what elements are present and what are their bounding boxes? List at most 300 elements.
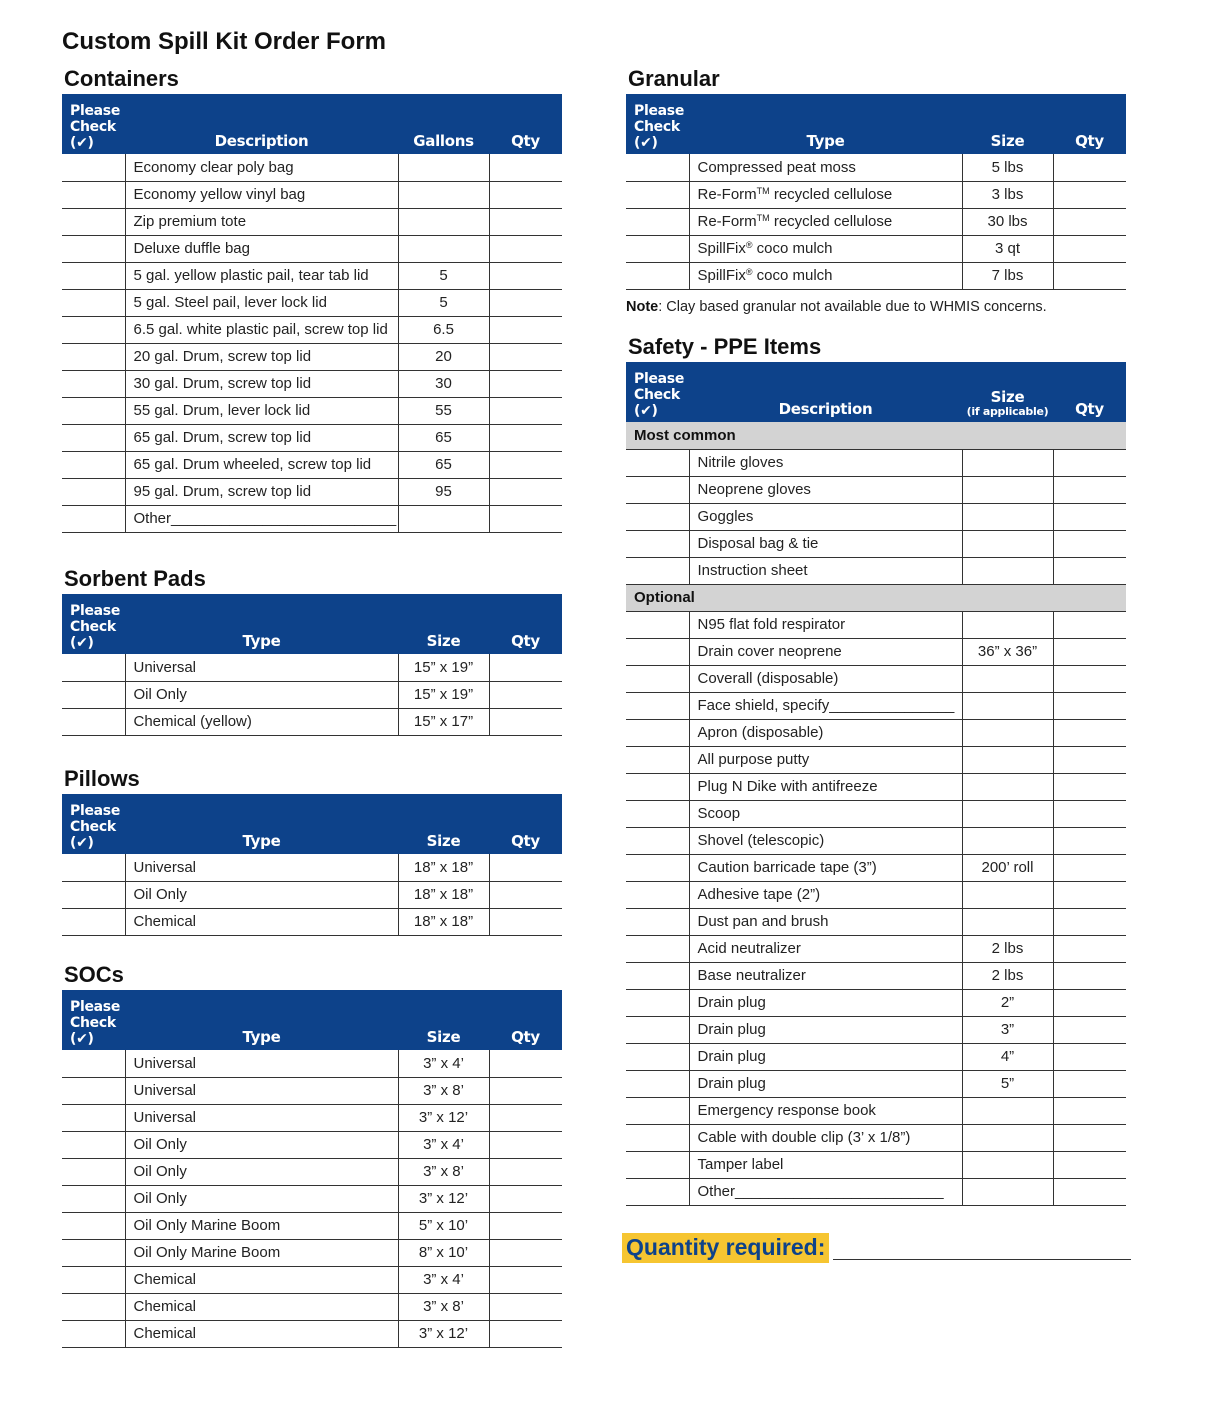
qty-cell[interactable]	[489, 235, 562, 262]
check-cell[interactable]	[626, 692, 689, 719]
check-cell[interactable]	[626, 1178, 689, 1205]
granular-note	[626, 299, 1047, 315]
qty-cell[interactable]	[489, 478, 562, 505]
item-description	[125, 289, 398, 316]
check-cell[interactable]	[62, 881, 125, 908]
qty-cell[interactable]	[1053, 746, 1126, 773]
item-size: 5” x 10’	[398, 1212, 489, 1239]
qty-cell[interactable]	[489, 181, 562, 208]
item-size	[398, 181, 489, 208]
qty-header: Qty	[489, 94, 562, 154]
item-description	[125, 1266, 398, 1293]
check-header-line: Please	[70, 803, 121, 819]
item-description-text: Tamper label	[697, 1156, 784, 1173]
containers-title: Containers	[64, 66, 179, 91]
check-cell[interactable]	[626, 1124, 689, 1151]
qty-cell[interactable]	[489, 262, 562, 289]
item-description-text: Oil Only	[133, 1190, 187, 1207]
item-description	[689, 611, 962, 638]
qty-cell[interactable]	[1053, 557, 1126, 584]
item-size	[962, 746, 1053, 773]
granular-title: Granular	[628, 66, 720, 91]
table-row	[626, 665, 1126, 692]
table-row	[62, 181, 562, 208]
qty-cell[interactable]	[489, 1158, 562, 1185]
item-description	[689, 638, 962, 665]
table-row	[626, 1178, 1126, 1205]
item-size	[962, 881, 1053, 908]
item-description	[125, 505, 398, 532]
item-size: 3” x 4’	[398, 1050, 489, 1077]
item-size	[962, 557, 1053, 584]
check-header-line: (✔)	[70, 135, 94, 151]
item-description-text: 5 gal. Steel pail, lever lock lid	[133, 294, 327, 311]
check-cell[interactable]	[62, 1104, 125, 1131]
item-description	[689, 692, 962, 719]
socs-table	[62, 990, 562, 1348]
qty-cell[interactable]	[489, 854, 562, 881]
check-cell[interactable]	[62, 1077, 125, 1104]
table-row	[62, 708, 562, 735]
item-description-text: Cable with double clip (3’ x 1/8”)	[697, 1129, 911, 1146]
type-header: Type	[125, 794, 398, 854]
item-description-text: Universal	[133, 1109, 197, 1126]
qty-cell[interactable]	[489, 908, 562, 935]
item-description	[125, 1293, 398, 1320]
check-cell[interactable]	[62, 262, 125, 289]
qty-cell[interactable]	[489, 1320, 562, 1347]
item-description	[125, 1239, 398, 1266]
item-description-text: 65 gal. Drum wheeled, screw top lid	[133, 456, 372, 473]
item-size: 30	[398, 370, 489, 397]
item-description	[689, 557, 962, 584]
check-cell[interactable]	[62, 908, 125, 935]
qty-cell[interactable]	[1053, 773, 1126, 800]
table-row	[62, 262, 562, 289]
item-size: 2”	[962, 989, 1053, 1016]
item-description-text: Oil Only	[133, 886, 187, 903]
ppe-title: Safety - PPE Items	[628, 334, 822, 359]
check-cell[interactable]	[626, 476, 689, 503]
table-row	[626, 154, 1126, 181]
check-cell[interactable]	[626, 800, 689, 827]
item-size: 5	[398, 262, 489, 289]
item-description	[125, 343, 398, 370]
table-row	[62, 235, 562, 262]
item-description-text: Base neutralizer	[697, 967, 806, 984]
item-description	[689, 1070, 962, 1097]
check-cell[interactable]	[62, 1293, 125, 1320]
item-description	[125, 1212, 398, 1239]
qty-cell[interactable]	[489, 881, 562, 908]
item-description-text: 30 gal. Drum, screw top lid	[133, 375, 312, 392]
qty-cell[interactable]	[1053, 530, 1126, 557]
description-header: Description	[689, 362, 962, 422]
item-size: 6.5	[398, 316, 489, 343]
table-row	[626, 1016, 1126, 1043]
check-cell[interactable]	[62, 1266, 125, 1293]
check-cell[interactable]	[62, 654, 125, 681]
size-header-label: Size	[990, 388, 1025, 406]
qty-cell[interactable]	[1053, 962, 1126, 989]
qty-cell[interactable]	[489, 208, 562, 235]
table-row	[626, 638, 1126, 665]
qty-cell[interactable]	[1053, 665, 1126, 692]
item-size: 3”	[962, 1016, 1053, 1043]
check-cell[interactable]	[62, 343, 125, 370]
check-cell[interactable]	[626, 1070, 689, 1097]
item-size: 3” x 8’	[398, 1158, 489, 1185]
item-description	[125, 208, 398, 235]
item-description	[689, 800, 962, 827]
table-row	[626, 530, 1126, 557]
check-cell[interactable]	[626, 638, 689, 665]
qty-cell[interactable]	[489, 343, 562, 370]
check-cell[interactable]	[62, 1185, 125, 1212]
check-header-line: Check	[634, 119, 680, 135]
check-cell[interactable]	[62, 478, 125, 505]
qty-cell[interactable]	[1053, 989, 1126, 1016]
item-size: 20	[398, 343, 489, 370]
item-description-text: Emergency response book	[697, 1102, 876, 1119]
trademark-mark: ®	[745, 240, 753, 250]
table-row	[626, 1043, 1126, 1070]
item-description	[125, 708, 398, 735]
item-description-text: Universal	[133, 858, 197, 876]
item-description-text: 20 gal. Drum, screw top lid	[133, 348, 312, 365]
table-row	[626, 773, 1126, 800]
item-description-text: Zip premium tote	[133, 213, 247, 230]
qty-cell[interactable]	[1053, 154, 1126, 181]
check-cell[interactable]	[626, 908, 689, 935]
item-description-text: Other___________________________	[133, 510, 397, 527]
quantity-required-label: Quantity required:	[622, 1233, 829, 1263]
item-description	[125, 397, 398, 424]
item-size	[962, 611, 1053, 638]
check-cell[interactable]	[62, 154, 125, 181]
check-header-line: Please	[70, 103, 121, 119]
size-header: Size	[398, 594, 489, 654]
item-size: 95	[398, 478, 489, 505]
check-cell[interactable]	[626, 665, 689, 692]
check-cell[interactable]	[62, 208, 125, 235]
check-cell[interactable]	[626, 854, 689, 881]
qty-cell[interactable]	[489, 424, 562, 451]
item-size	[962, 503, 1053, 530]
qty-cell[interactable]	[1053, 692, 1126, 719]
check-header	[626, 94, 689, 154]
qty-cell[interactable]	[489, 654, 562, 681]
table-row	[62, 424, 562, 451]
qty-cell[interactable]	[489, 1239, 562, 1266]
check-cell[interactable]	[626, 449, 689, 476]
item-description	[689, 154, 962, 181]
qty-cell[interactable]	[489, 289, 562, 316]
item-description-text: Oil Only	[133, 1136, 187, 1153]
item-size: 3” x 8’	[398, 1077, 489, 1104]
item-description-text: Adhesive tape (2”)	[697, 886, 821, 903]
table-row	[626, 208, 1126, 235]
item-description	[689, 449, 962, 476]
qty-cell[interactable]	[1053, 1016, 1126, 1043]
qty-cell[interactable]	[489, 1185, 562, 1212]
qty-cell[interactable]	[1053, 638, 1126, 665]
table-row	[626, 746, 1126, 773]
table-row	[62, 1050, 562, 1077]
check-cell[interactable]	[626, 530, 689, 557]
qty-cell[interactable]	[1053, 181, 1126, 208]
check-header	[62, 94, 125, 154]
check-cell[interactable]	[62, 370, 125, 397]
check-cell[interactable]	[62, 235, 125, 262]
item-size	[962, 1151, 1053, 1178]
check-cell[interactable]	[62, 854, 125, 881]
item-description	[125, 235, 398, 262]
check-cell[interactable]	[626, 989, 689, 1016]
check-cell[interactable]	[62, 316, 125, 343]
item-description-text: Universal	[133, 1082, 197, 1099]
check-cell[interactable]	[626, 935, 689, 962]
table-row	[626, 1070, 1126, 1097]
item-description-text: Dust pan and brush	[697, 913, 829, 930]
item-description-text: Re-Form	[697, 213, 757, 230]
check-cell[interactable]	[626, 208, 689, 235]
table-row	[62, 881, 562, 908]
gallons-header: Gallons	[398, 94, 489, 154]
check-cell[interactable]	[626, 827, 689, 854]
qty-cell[interactable]	[1053, 1097, 1126, 1124]
qty-cell[interactable]	[1053, 935, 1126, 962]
item-description	[125, 1077, 398, 1104]
item-size	[398, 154, 489, 181]
item-description	[689, 1043, 962, 1070]
table-row	[626, 827, 1126, 854]
socs-section	[62, 960, 562, 1348]
qty-cell[interactable]	[489, 1131, 562, 1158]
item-size: 7 lbs	[962, 262, 1053, 289]
item-description	[125, 1050, 398, 1077]
check-cell[interactable]	[62, 424, 125, 451]
item-size: 15” x 17”	[398, 708, 489, 735]
check-cell[interactable]	[62, 708, 125, 735]
item-size: 30 lbs	[962, 208, 1053, 235]
qty-cell[interactable]	[1053, 827, 1126, 854]
qty-cell[interactable]	[1053, 1178, 1126, 1205]
check-cell[interactable]	[62, 181, 125, 208]
item-description	[125, 370, 398, 397]
check-cell[interactable]	[62, 1239, 125, 1266]
qty-cell[interactable]	[1053, 262, 1126, 289]
check-cell[interactable]	[62, 451, 125, 478]
item-description-text: Economy yellow vinyl bag	[133, 186, 306, 203]
check-cell[interactable]	[626, 746, 689, 773]
check-cell[interactable]	[626, 1151, 689, 1178]
check-cell[interactable]	[626, 719, 689, 746]
check-header-line: Please	[70, 603, 121, 619]
qty-cell[interactable]	[489, 316, 562, 343]
check-cell[interactable]	[62, 289, 125, 316]
qty-cell[interactable]	[1053, 1124, 1126, 1151]
table-row	[62, 397, 562, 424]
qty-cell[interactable]	[1053, 208, 1126, 235]
item-size	[962, 908, 1053, 935]
item-description-text: All purpose putty	[697, 751, 810, 768]
table-row	[626, 854, 1126, 881]
check-cell[interactable]	[626, 557, 689, 584]
check-cell[interactable]	[62, 1050, 125, 1077]
qty-cell[interactable]	[489, 505, 562, 532]
check-header-line: Please	[634, 371, 685, 387]
item-size	[962, 719, 1053, 746]
item-description	[125, 1320, 398, 1347]
item-description	[689, 962, 962, 989]
qty-cell[interactable]	[1053, 1151, 1126, 1178]
qty-cell[interactable]	[489, 1077, 562, 1104]
check-header	[62, 794, 125, 854]
table-row	[626, 962, 1126, 989]
item-description	[689, 746, 962, 773]
check-cell[interactable]	[62, 1320, 125, 1347]
check-cell[interactable]	[62, 505, 125, 532]
item-description	[125, 1104, 398, 1131]
check-cell[interactable]	[626, 1016, 689, 1043]
check-cell[interactable]	[626, 154, 689, 181]
type-header: Type	[125, 594, 398, 654]
item-description-text: Oil Only	[133, 686, 187, 703]
item-description-text: Nitrile gloves	[697, 454, 784, 471]
table-row	[626, 181, 1126, 208]
item-size	[962, 827, 1053, 854]
table-row	[62, 681, 562, 708]
item-description-text: Universal	[133, 1054, 197, 1072]
item-description-text: Apron (disposable)	[697, 724, 824, 741]
qty-cell[interactable]	[1053, 611, 1126, 638]
qty-cell[interactable]	[489, 1293, 562, 1320]
qty-cell[interactable]	[489, 1050, 562, 1077]
containers-table	[62, 94, 562, 533]
table-row	[626, 1151, 1126, 1178]
table-row	[62, 1131, 562, 1158]
quantity-required	[622, 1233, 1131, 1263]
item-size	[962, 692, 1053, 719]
item-description	[125, 1185, 398, 1212]
socs-title: SOCs	[64, 962, 124, 987]
qty-cell[interactable]	[1053, 854, 1126, 881]
item-description	[689, 1151, 962, 1178]
check-cell[interactable]	[626, 611, 689, 638]
qty-cell[interactable]	[1053, 881, 1126, 908]
table-row	[62, 1104, 562, 1131]
check-cell[interactable]	[626, 503, 689, 530]
note-label: Note	[626, 299, 659, 315]
item-description-text: Scoop	[697, 805, 741, 822]
qty-cell[interactable]	[1053, 476, 1126, 503]
check-cell[interactable]	[626, 235, 689, 262]
qty-cell[interactable]	[489, 1104, 562, 1131]
item-description	[125, 424, 398, 451]
qty-cell[interactable]	[1053, 449, 1126, 476]
item-size	[962, 476, 1053, 503]
qty-header: Qty	[1053, 94, 1126, 154]
sorbent-pads-section	[62, 564, 562, 736]
size-header	[962, 362, 1053, 422]
check-cell[interactable]	[626, 1097, 689, 1124]
qty-cell[interactable]	[1053, 800, 1126, 827]
qty-cell[interactable]	[489, 370, 562, 397]
item-description-text: 6.5 gal. white plastic pail, screw top lid	[133, 321, 388, 338]
table-row	[62, 1320, 562, 1347]
qty-cell[interactable]	[489, 451, 562, 478]
item-description-text: SpillFix	[697, 267, 746, 284]
qty-cell[interactable]	[1053, 719, 1126, 746]
item-description-text: SpillFix	[697, 240, 746, 257]
check-cell[interactable]	[626, 881, 689, 908]
item-size: 18” x 18”	[398, 908, 489, 935]
check-cell[interactable]	[626, 262, 689, 289]
check-cell[interactable]	[62, 1212, 125, 1239]
check-cell[interactable]	[62, 1131, 125, 1158]
qty-cell[interactable]	[1053, 1043, 1126, 1070]
qty-cell[interactable]	[1053, 1070, 1126, 1097]
check-cell[interactable]	[626, 773, 689, 800]
item-description	[125, 451, 398, 478]
item-description-text: Plug N Dike with antifreeze	[697, 778, 878, 795]
item-description-text: 5 gal. yellow plastic pail, tear tab lid	[133, 267, 369, 284]
item-size: 4”	[962, 1043, 1053, 1070]
check-cell[interactable]	[62, 1158, 125, 1185]
item-description	[689, 1178, 962, 1205]
item-size	[962, 1097, 1053, 1124]
item-description	[689, 827, 962, 854]
qty-cell[interactable]	[489, 1212, 562, 1239]
qty-cell[interactable]	[489, 397, 562, 424]
item-description-text: Chemical	[133, 913, 197, 930]
description-header: Description	[125, 94, 398, 154]
quantity-required-field[interactable]	[833, 1259, 1131, 1260]
item-description	[689, 773, 962, 800]
check-cell[interactable]	[626, 181, 689, 208]
item-description-text: Compressed peat moss	[697, 158, 856, 176]
item-description	[125, 181, 398, 208]
item-description-text: Acid neutralizer	[697, 940, 801, 957]
check-cell[interactable]	[626, 962, 689, 989]
table-row	[62, 908, 562, 935]
check-cell[interactable]	[626, 1043, 689, 1070]
table-row	[626, 719, 1126, 746]
item-description-text: Neoprene gloves	[697, 481, 811, 498]
qty-cell[interactable]	[489, 708, 562, 735]
check-header	[626, 362, 689, 422]
qty-cell[interactable]	[489, 154, 562, 181]
qty-cell[interactable]	[489, 681, 562, 708]
item-description	[689, 1124, 962, 1151]
table-row	[626, 611, 1126, 638]
item-description	[125, 1158, 398, 1185]
qty-cell[interactable]	[1053, 235, 1126, 262]
qty-cell[interactable]	[1053, 908, 1126, 935]
check-header-line: (✔)	[634, 135, 658, 151]
item-description-text: Chemical	[133, 1298, 197, 1315]
check-cell[interactable]	[62, 681, 125, 708]
group-label: Optional	[626, 584, 1126, 611]
item-description-text: Drain plug	[697, 1021, 766, 1038]
check-cell[interactable]	[62, 397, 125, 424]
qty-cell[interactable]	[489, 1266, 562, 1293]
item-description	[689, 208, 962, 235]
qty-cell[interactable]	[1053, 503, 1126, 530]
item-size	[962, 1178, 1053, 1205]
table-row	[626, 476, 1126, 503]
